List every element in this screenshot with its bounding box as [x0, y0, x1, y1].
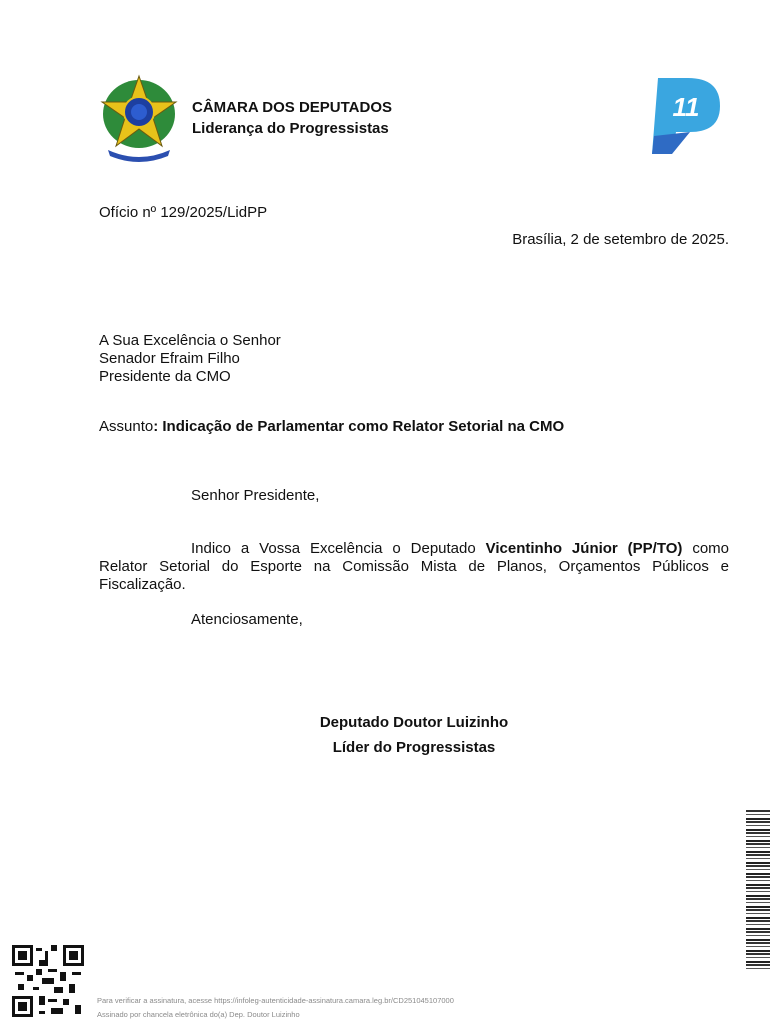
body-text: como Relator Setorial do Esporte na Comissão Mista de Planos, Orçamentos Públicos e Fiscalização. — [99, 540, 729, 593]
closing: Atenciosamente, — [191, 611, 303, 628]
recipient-line: Presidente da CMO — [99, 368, 231, 385]
nominee-name: Vicentinho Júnior (PP/TO) — [485, 540, 683, 557]
department-name: Liderança do Progressistas — [192, 120, 389, 137]
place-date: Brasília, 2 de setembro de 2025. — [512, 231, 729, 248]
party-number: 11 — [672, 92, 700, 122]
document-reference: Ofício nº 129/2025/LidPP — [99, 204, 268, 221]
recipient-line: Senador Efraim Filho — [99, 350, 240, 367]
barcode-icon — [746, 810, 770, 970]
subject — [99, 418, 564, 436]
salutation: Senhor Presidente, — [191, 487, 320, 504]
verification-note: Para verificar a assinatura, acesse https://infoleg-autenticidade-assinatura.camara.leg.br/CD251045107000 — [97, 996, 454, 1005]
party-logo — [650, 76, 722, 156]
signer-name: Deputado Doutor Luizinho — [319, 714, 509, 731]
institution-name: CÂMARA DOS DEPUTADOS — [192, 99, 393, 116]
body-text: Indico a Vossa Excelência o Deputado — [191, 540, 486, 557]
body-paragraph — [99, 540, 729, 594]
subject-label: Assunto — [99, 418, 154, 435]
qr-code-icon — [12, 945, 84, 1017]
subject-text: : Indicação de Parlamentar como Relator Setorial na CMO — [153, 418, 565, 435]
coat-of-arms-icon — [98, 72, 180, 162]
recipient-line: A Sua Excelência o Senhor — [99, 332, 281, 349]
signer-title: Líder do Progressistas — [332, 739, 496, 756]
signature-note: Assinado por chancela eletrônica do(a) Dep. Doutor Luizinho — [97, 1010, 300, 1019]
